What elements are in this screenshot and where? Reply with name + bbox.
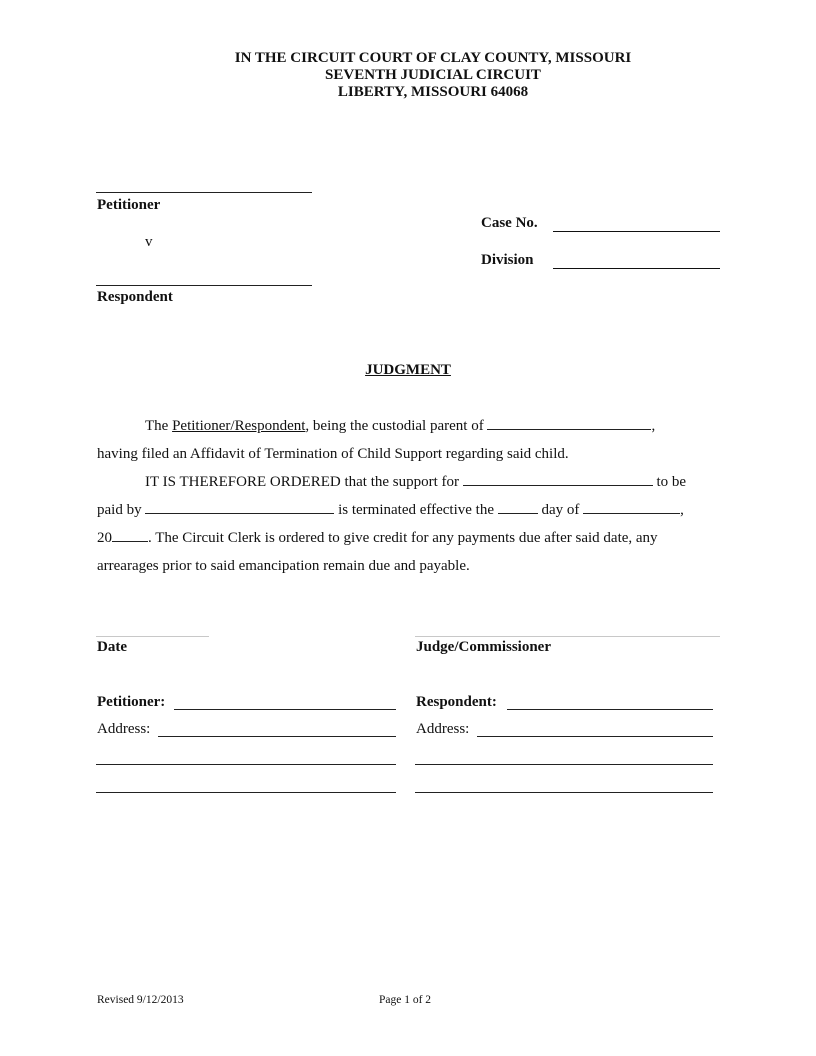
body-line-1 [97,412,686,440]
effective-month-field[interactable] [583,499,680,514]
court-header-line1: IN THE CIRCUIT COURT OF CLAY COUNTY, MISSOURI [234,50,632,66]
support-for-field[interactable] [463,471,653,486]
p3-end: , [680,502,684,518]
p1-prefix: The [145,418,173,434]
respondent-address-line3[interactable] [415,792,713,793]
body-paragraph [97,412,686,580]
respondent-contact-field[interactable] [507,709,713,710]
body-line-2: having filed an Affidavit of Termination of Child Support regarding said child. [97,446,569,462]
court-header-line2: SEVENTH JUDICIAL CIRCUIT [325,67,541,83]
petitioner-contact-label: Petitioner: [97,694,166,710]
petitioner-respondent-selector: Petitioner/Respondent [172,418,306,434]
division-label: Division [481,252,534,268]
respondent-address-line2[interactable] [415,764,713,765]
case-no-label: Case No. [481,215,538,231]
document-title: JUDGMENT [365,362,451,378]
respondent-address-field[interactable] [477,736,713,737]
p2-prefix: IT IS THEREFORE ORDERED that the support for [145,474,463,490]
p3-prefix: paid by [97,502,146,518]
petitioner-address-line2[interactable] [96,764,396,765]
judge-signature-line[interactable] [415,636,720,637]
division-field[interactable] [553,268,720,269]
body-line-5 [97,524,686,552]
p4-rest: . The Circuit Clerk is ordered to give credit for any payments due after said date, any [148,530,658,546]
petitioner-address-label: Address: [97,721,151,737]
court-header [0,50,816,101]
child-name-field[interactable] [487,415,651,430]
body-line-3 [97,468,686,496]
respondent-label: Respondent [97,289,173,305]
case-no-field[interactable] [553,231,720,232]
versus-label: v [145,234,153,250]
paid-by-field[interactable] [145,499,334,514]
p3-day: day of [537,502,584,518]
body-line-4 [97,496,686,524]
page-number: Page 1 of 2 [379,994,432,1006]
date-signature-line[interactable] [96,636,209,637]
petitioner-address-field[interactable] [158,736,396,737]
respondent-name-field[interactable] [96,285,312,286]
petitioner-name-field[interactable] [96,192,312,193]
p1-end: , [651,418,656,434]
p3-mid: is terminated effective the [334,502,498,518]
respondent-contact-label: Respondent: [416,694,497,710]
date-label: Date [97,639,127,655]
petitioner-contact-field[interactable] [174,709,396,710]
petitioner-address-line3[interactable] [96,792,396,793]
p2-end: to be [652,474,687,490]
p4-prefix: 20 [97,530,112,546]
effective-year-field[interactable] [112,527,148,542]
judge-label: Judge/Commissioner [416,639,551,655]
body-line-6: arrearages prior to said emancipation remain due and payable. [97,558,470,574]
respondent-address-label: Address: [416,721,470,737]
revised-date: Revised 9/12/2013 [97,994,184,1006]
effective-day-field[interactable] [498,499,538,514]
petitioner-label: Petitioner [97,197,161,213]
p1-mid: , being the custodial parent of [305,418,488,434]
court-header-line3: LIBERTY, MISSOURI 64068 [337,84,529,100]
